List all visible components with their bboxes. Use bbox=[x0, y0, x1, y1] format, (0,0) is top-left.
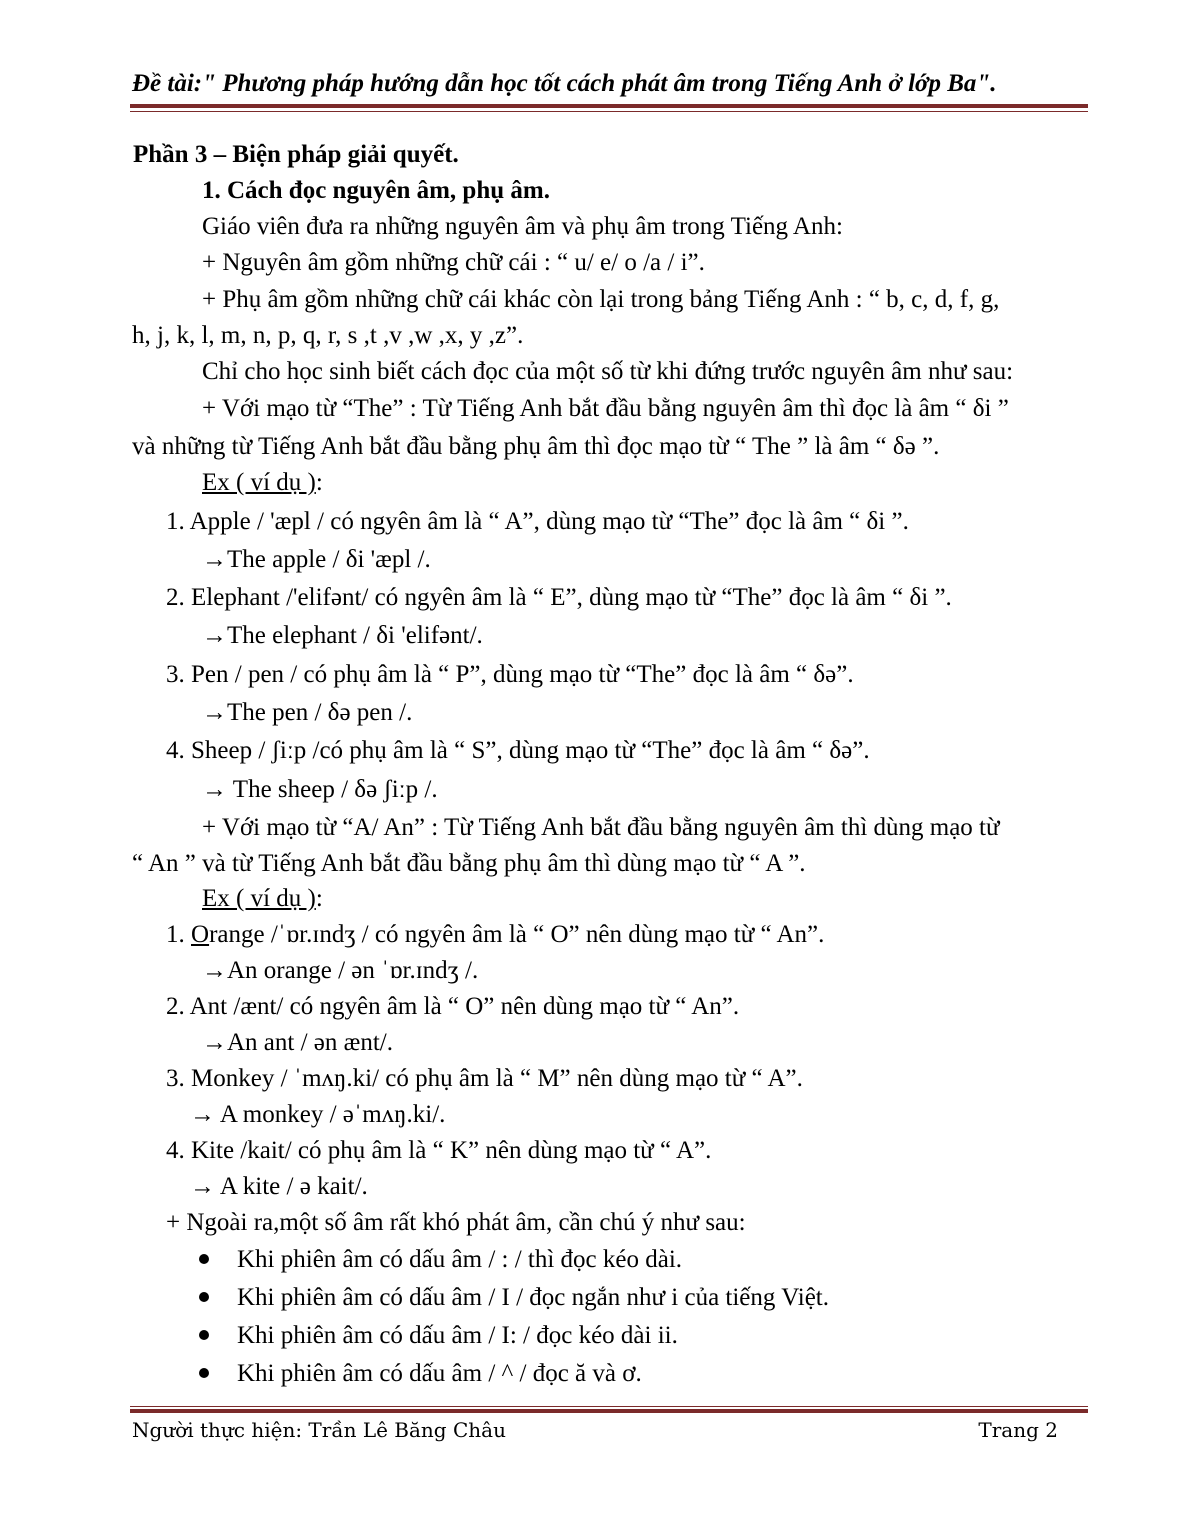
a-rule-text-2: “ An ” và từ Tiếng Anh bắt đầu bằng phụ âm thì dùng mạo từ “ A ”. bbox=[132, 850, 806, 877]
footer-page-number: Trang 2 bbox=[978, 1418, 1058, 1442]
example-result: → The sheep / δə ʃiːp /. bbox=[202, 776, 438, 803]
bullet-icon bbox=[199, 1254, 209, 1264]
example-result: →An ant / ən ænt/. bbox=[202, 1029, 393, 1056]
consonants-text-2: h, j, k, l, m, n, p, q, r, s ,t ,v ,w ,x, y ,z”. bbox=[132, 322, 524, 349]
example-line: 3. Monkey / ˈmʌŋ.ki/ có phụ âm là “ M” nên dùng mạo từ “ A”. bbox=[166, 1065, 803, 1092]
bullet-icon bbox=[199, 1330, 209, 1340]
section-heading: Phần 3 – Biện pháp giải quyết. bbox=[133, 141, 459, 168]
footer-rule bbox=[130, 1409, 1088, 1413]
footer-author: Người thực hiện: Trần Lê Băng Châu bbox=[132, 1418, 506, 1442]
page-header-title: Đề tài:" Phương pháp hướng dẫn học tốt cách phát âm trong Tiếng Anh ở lớp Ba". bbox=[132, 70, 997, 97]
arrow-icon: → bbox=[202, 776, 227, 803]
bullet-icon bbox=[199, 1292, 209, 1302]
intro-text: Giáo viên đưa ra những nguyên âm và phụ âm trong Tiếng Anh: bbox=[202, 213, 843, 240]
arrow-icon: → bbox=[190, 1101, 215, 1128]
example-result: →An orange / ən ˈɒr.ɪndʒ /. bbox=[202, 957, 479, 984]
note-text: + Ngoài ra,một số âm rất khó phát âm, cần chú ý như sau: bbox=[166, 1209, 746, 1236]
list-item: Khi phiên âm có dấu âm / : / thì đọc kéo dài. bbox=[237, 1246, 683, 1273]
example-line: 1. Orange /ˈɒr.ɪndʒ / có ngyên âm là “ O” nên dùng mạo từ “ An”. bbox=[166, 921, 825, 948]
list-item: Khi phiên âm có dấu âm / I: / đọc kéo dài ii. bbox=[237, 1322, 678, 1349]
example-line: 3. Pen / pen / có phụ âm là “ P”, dùng mạo từ “The” đọc là âm “ δə”. bbox=[166, 661, 854, 688]
example-result: →The pen / δə pen /. bbox=[202, 699, 413, 726]
example-label: Ex ( ví dụ ): bbox=[202, 885, 323, 912]
header-rule bbox=[130, 104, 1088, 108]
header-rule-thin bbox=[130, 111, 1088, 112]
bullet-icon bbox=[199, 1368, 209, 1378]
example-label: Ex ( ví dụ ): bbox=[202, 469, 323, 496]
list-item: Khi phiên âm có dấu âm / ^ / đọc ă và ơ. bbox=[237, 1360, 642, 1387]
a-rule-text-1: + Với mạo từ “A/ An” : Từ Tiếng Anh bắt đầu bằng nguyên âm thì dùng mạo từ bbox=[202, 814, 1000, 841]
list-item: Khi phiên âm có dấu âm / I / đọc ngắn như i của tiếng Việt. bbox=[237, 1284, 829, 1311]
footer-rule-thin bbox=[130, 1406, 1088, 1407]
arrow-icon: → bbox=[202, 1029, 227, 1056]
example-line: 4. Kite /kait/ có phụ âm là “ K” nên dùng mạo từ “ A”. bbox=[166, 1137, 712, 1164]
consonants-text-1: + Phụ âm gồm những chữ cái khác còn lại trong bảng Tiếng Anh : “ b, c, d, f, g, bbox=[202, 286, 1000, 313]
example-line: 4. Sheep / ʃiːp /có phụ âm là “ S”, dùng mạo từ “The” đọc là âm “ δə”. bbox=[166, 737, 870, 764]
arrow-icon: → bbox=[202, 622, 227, 649]
arrow-icon: → bbox=[190, 1173, 215, 1200]
the-rule-text-2: và những từ Tiếng Anh bắt đầu bằng phụ âm thì đọc mạo từ “ The ” là âm “ δə ”. bbox=[132, 433, 940, 460]
example-result: → A kite / ə kait/. bbox=[190, 1173, 368, 1200]
subheading: 1. Cách đọc nguyên âm, phụ âm. bbox=[202, 177, 550, 204]
example-result: → A monkey / əˈmʌŋ.ki/. bbox=[190, 1101, 446, 1128]
example-line: 2. Elephant /'elifənt/ có ngyên âm là “ E”, dùng mạo từ “The” đọc là âm “ δi ”. bbox=[166, 584, 952, 611]
guide-text: Chỉ cho học sinh biết cách đọc của một số từ khi đứng trước nguyên âm như sau: bbox=[202, 358, 1014, 385]
arrow-icon: → bbox=[202, 699, 227, 726]
arrow-icon: → bbox=[202, 957, 227, 984]
example-result: →The elephant / δi 'elifənt/. bbox=[202, 622, 483, 649]
vowels-text: + Nguyên âm gồm những chữ cái : “ u/ e/ o /a / i”. bbox=[202, 249, 705, 276]
arrow-icon: → bbox=[202, 546, 227, 573]
example-result: →The apple / δi 'æpl /. bbox=[202, 546, 431, 573]
example-line: 2. Ant /ænt/ có ngyên âm là “ O” nên dùng mạo từ “ An”. bbox=[166, 993, 740, 1020]
example-line: 1. Apple / 'æpl / có ngyên âm là “ A”, dùng mạo từ “The” đọc là âm “ δi ”. bbox=[166, 508, 909, 535]
the-rule-text-1: + Với mạo từ “The” : Từ Tiếng Anh bắt đầu bằng nguyên âm thì đọc là âm “ δi ” bbox=[202, 395, 1009, 422]
